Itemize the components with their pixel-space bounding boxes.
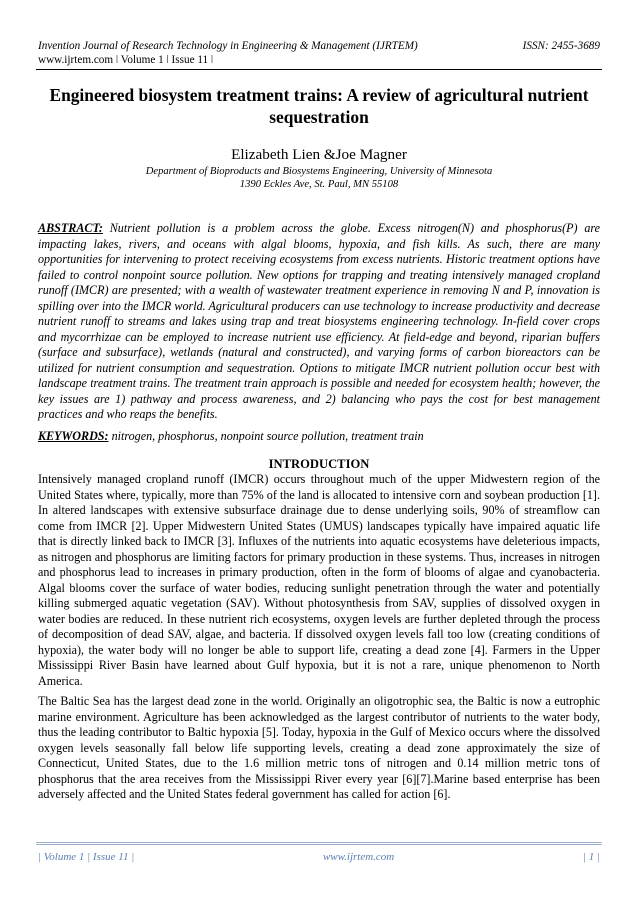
abstract-text: Nutrient pollution is a problem across the globe. Excess nitrogen(N) and phosphorus(P) are impacting lakes, rivers, and oceans with algal blooms, hypoxia, and fish kills. As such, there are many opportunities for intervening to protect receiving ecosystems from excess nutrients. Historic treatment options have failed to control nonpoint source pollution. New options for trapping and treating intensively managed cropland runoff (IMCR) are presented; with a wealth of wastewater treatment experience in removing N and P, innovation is spilling over into the IMCR world. Agricultural producers can use technology to increase productivity and decrease nutrient runoff to streams and lakes using trap and treat biosystems engineering technology. In-field cover crops and mycorrhizae can be employed to increase nutrient use efficiency. At field-edge and beyond, riparian buffers (surface and subsurface), wetlands (natural and constructed), and varying forms of carbon bioreactors can be utilized for nutrient consumption and sequestration. Options to mitigate IMCR nutrient pollution occur best with landscape treatment trains. The treatment train approach is possible and needed for ecosystem health; however, the key issues are 1) pathway and process awareness, and 2) balancing who pays the cost for best management practices and who reaps the benefits. xyxy=(38,221,600,421)
section-heading-introduction: INTRODUCTION xyxy=(268,457,370,471)
issn: ISSN: 2455-3689 xyxy=(522,40,600,52)
affiliation-line-2: 1390 Eckles Ave, St. Paul, MN 55108 xyxy=(239,178,399,190)
footer-divider-secondary xyxy=(36,844,602,845)
keywords-text: nitrogen, phosphorus, nonpoint source pollution, treatment train xyxy=(108,429,424,443)
paragraph-1: Intensively managed cropland runoff (IMCR) occurs throughout much of the upper Midwestern region of the United States where, typically, more than 75% of the land is allocated to intensive corn and soybean production [1]. In altered landscapes with extensive subsurface drainage due to dense underlying soils, 90% of streamflow can come from IMCR [2]. Upper Midwestern United States (UMUS) landscapes typically have impaired aquatic life that is directly linked back to IMCR [3]. Influxes of the nutrients into aquatic ecosystems have deleterious impacts, as nitrogen and phosphorus are limiting factors for primary production in these systems. Thus, increases in nitrogen and phosphorus lead to increases in primary production, often in the form of blooms of algae and cyanobacteria. Algal blooms cover the surface of water bodies, reducing sunlight penetration through the water and potentially killing submerged aquatic vegetation (SAV). Without photosynthesis from SAV, supplies of dissolved oxygen in water bodies are reduced. In these nutrient rich ecosystems, oxygen levels are further depleted through the process of decomposition of dead SAV, algae, and bacteria. If dissolved oxygen levels fall too low (creating conditions of hypoxia), the water body will no longer be able to support life, creating a dead zone [4]. Farmers in the Upper Mississippi River Basin have learned about Gulf hypoxia, but it is not a rare, unique phenomenon to North America. xyxy=(38,472,600,688)
paragraph-2: The Baltic Sea has the largest dead zone in the world. Originally an oligotrophic sea, the Baltic is now a eutrophic marine environment. Agriculture has been acknowledged as the largest contributor of nutrients to the water body, thus the leading contributor to Baltic hypoxia [5]. Today, hypoxia in the Gulf of Mexico occurs where the dissolved oxygen levels seasonally fall below life supporting levels, creating a dead zone approximately the size of Connecticut, United States, due to the 1.6 million metric tons of nitrogen and 0.14 million metric tons of phosphorus that the area receives from the Mississippi River every year [6][7].Marine based enterprise has been adversely affected and the United States federal government has called for action [6]. xyxy=(38,694,600,801)
keywords-label: KEYWORDS: xyxy=(38,429,109,443)
journal-name: Invention Journal of Research Technology in Engineering & Management (IJRTEM) xyxy=(38,40,418,52)
footer-divider xyxy=(36,842,602,843)
journal-meta: www.ijrtem.com ǀ Volume 1 ǀ Issue 11 ǀ xyxy=(38,54,214,66)
running-header xyxy=(38,40,600,53)
affiliation-line-1: Department of Bioproducts and Biosystems Engineering, University of Minnesota xyxy=(145,166,493,177)
header-divider xyxy=(36,69,602,70)
page-footer xyxy=(38,851,600,864)
abstract-label: ABSTRACT: xyxy=(38,221,103,235)
footer-page-number: | 1 | xyxy=(582,851,600,863)
footer-volume: | Volume 1 | Issue 11 | xyxy=(38,851,135,863)
keywords xyxy=(38,429,600,444)
authors: Elizabeth Lien &Joe Magner xyxy=(231,146,407,163)
affiliation xyxy=(38,166,600,191)
footer-website-link[interactable]: www.ijrtem.com xyxy=(322,851,395,863)
paper-title: Engineered biosystem treatment trains: A review of agricultural nutrient sequestration xyxy=(49,85,589,127)
abstract xyxy=(38,221,600,423)
